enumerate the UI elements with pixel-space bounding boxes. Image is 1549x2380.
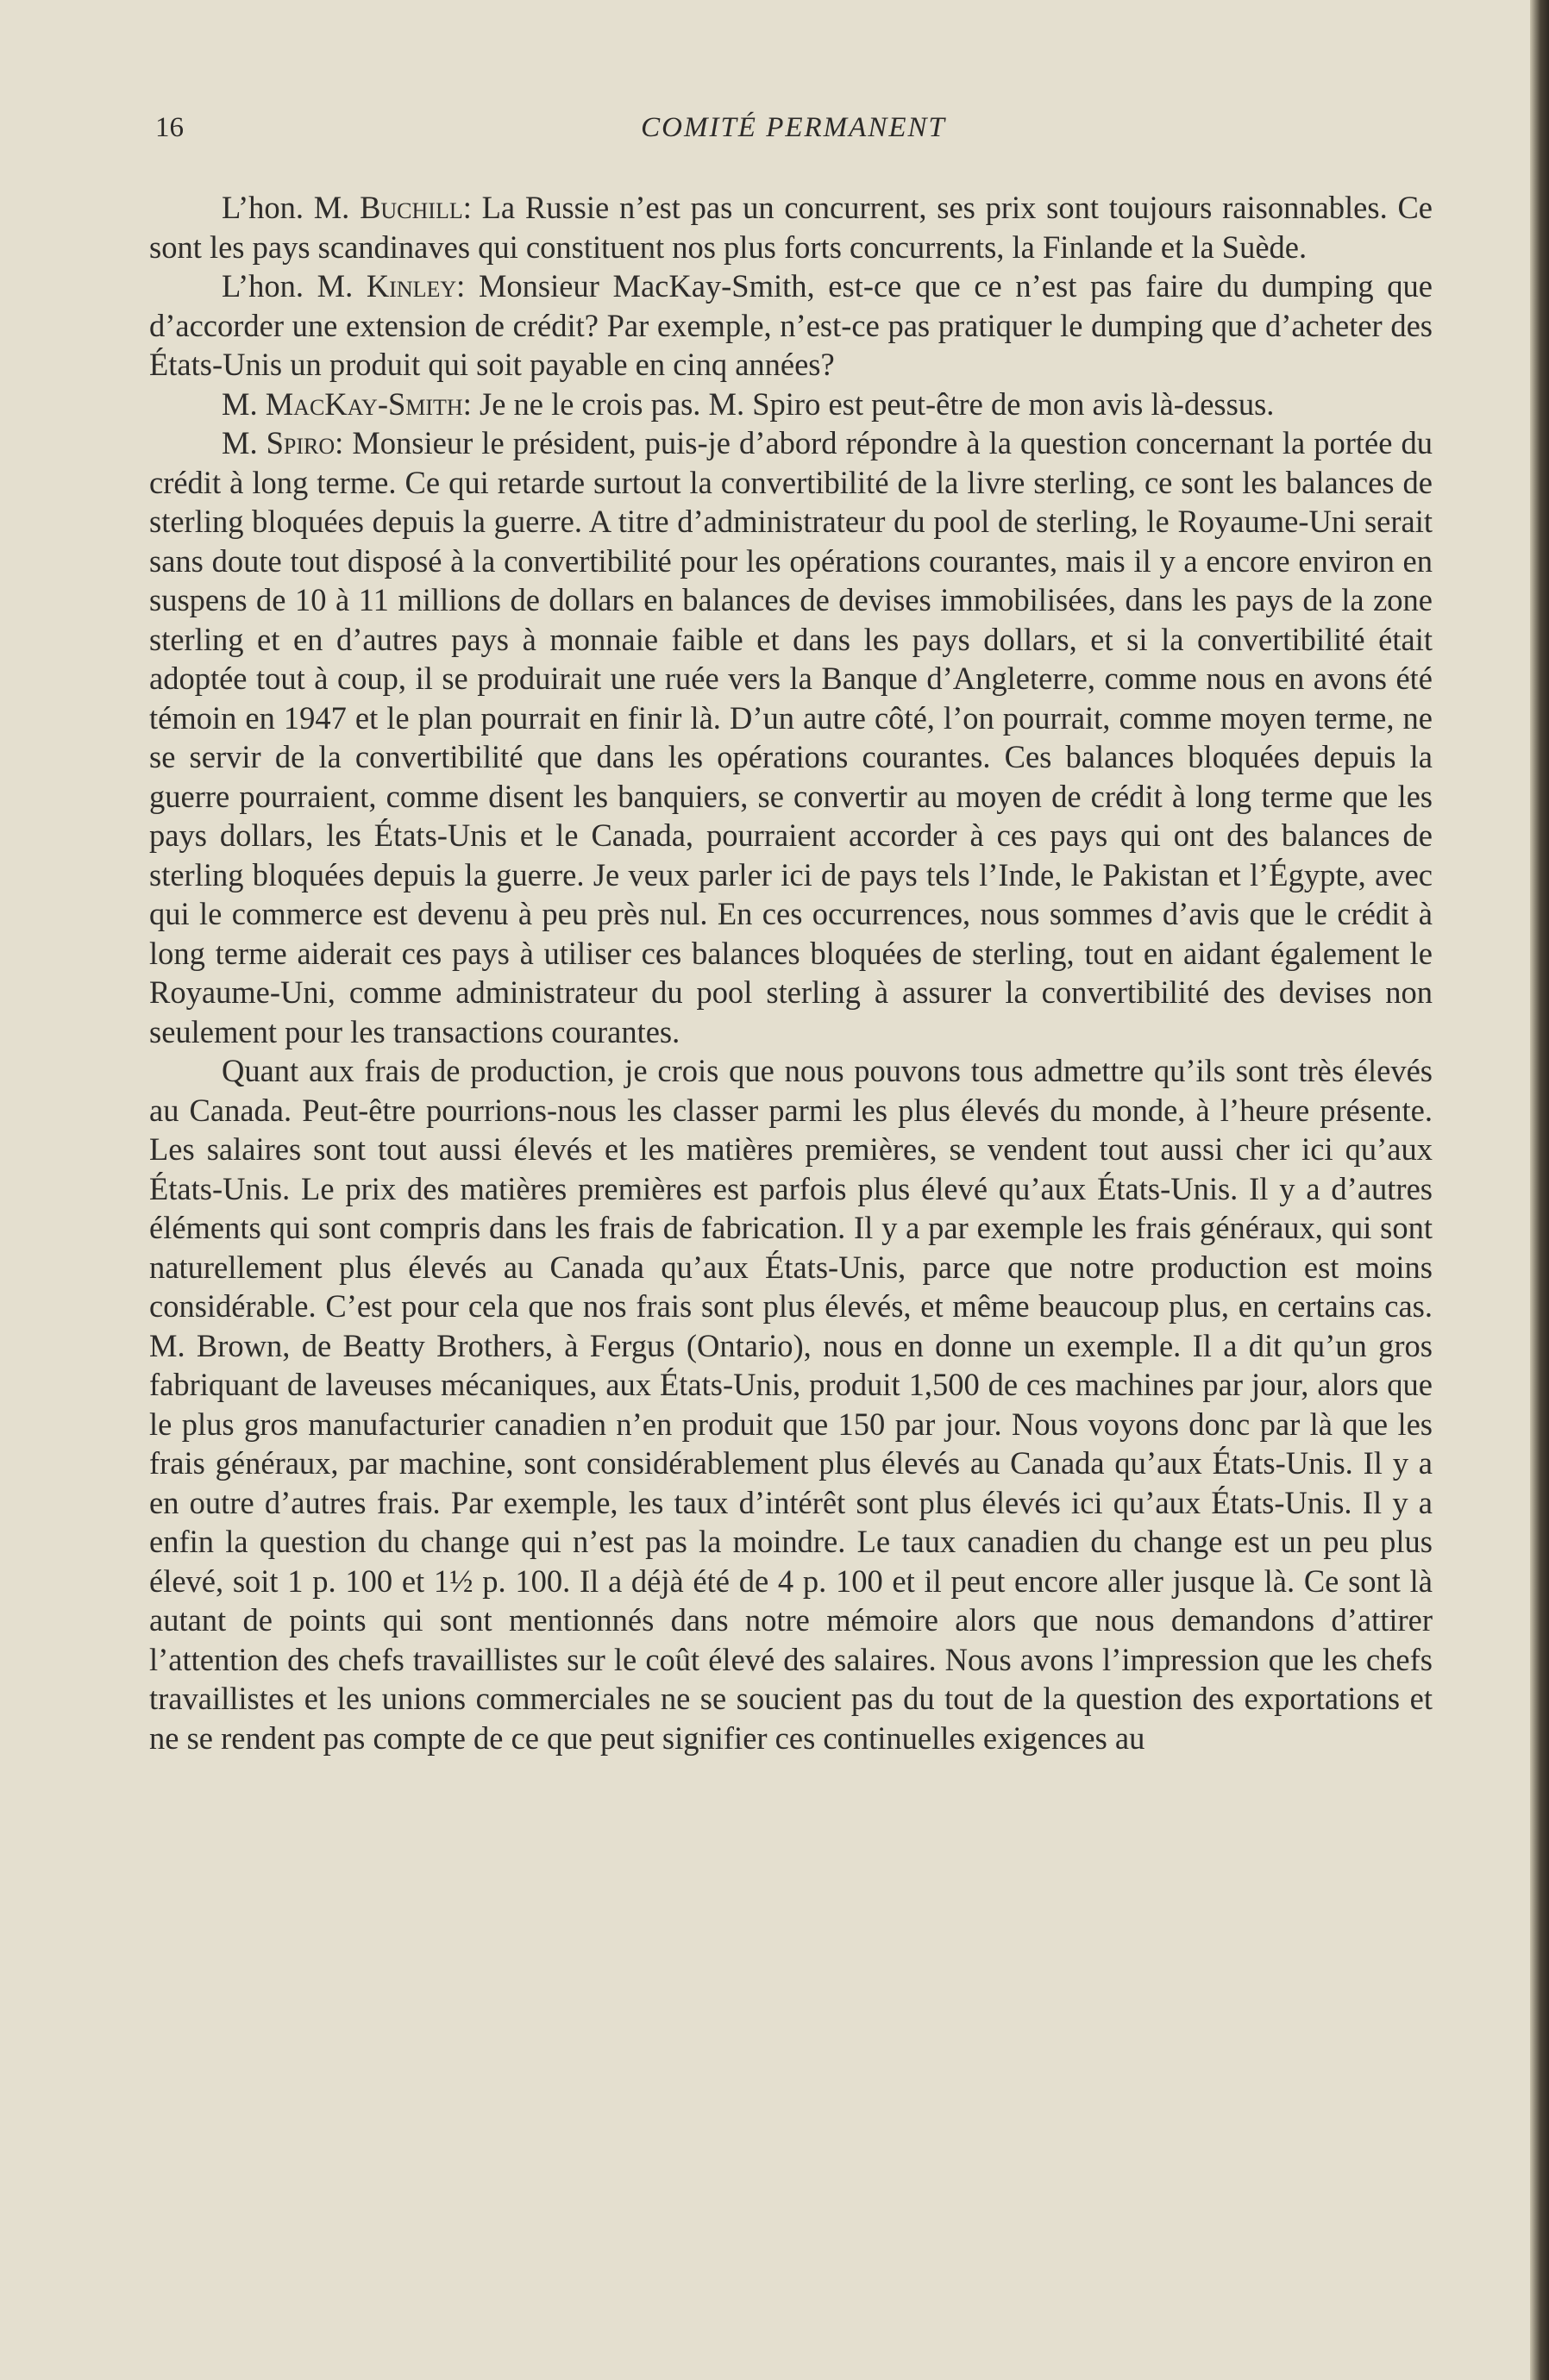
speaker-prefix: L’hon. M. <box>222 190 361 225</box>
running-header <box>155 112 1432 155</box>
paragraph-text: : La Russie n’est pas un concurrent, ses prix sont toujours raisonnables. Ce sont les pays scandinaves qui constituent nos plus forts concurrents, la Finlande et la Suède. <box>149 190 1433 265</box>
paragraph <box>149 188 1433 266</box>
speaker-name: Spiro <box>266 425 336 460</box>
body-text <box>149 188 1433 1757</box>
speaker-name: Kinley <box>366 268 457 304</box>
paragraph <box>149 1051 1433 1757</box>
page-edge-shadow <box>1530 0 1549 2380</box>
speaker-name: Buchill <box>360 190 463 225</box>
page-number: 16 <box>155 112 184 143</box>
paragraph <box>149 266 1433 385</box>
paragraph <box>149 423 1433 1051</box>
paragraph <box>149 385 1433 424</box>
paragraph-text: : Je ne le crois pas. M. Spiro est peut-être de mon avis là-dessus. <box>462 385 1275 422</box>
speaker-prefix: M. <box>222 425 267 460</box>
paragraph-text: Quant aux frais de production, je crois que nous pouvons tous admettre qu’ils sont très élevés au Canada. Peut-être pourrions-nous les classer parmi les plus élevés du monde, à l’heure présente. Les salaires sont tout aussi élevés et les matières premières, se vendent tout aussi cher ici qu’aux États-Unis. Le prix des matières premières est parfois plus élevé qu’aux États-Unis. Il y a d’autres éléments qui sont compris dans les frais de fabrication. Il y a par exemple les frais généraux, qui sont naturellement plus élevés au Canada qu’aux États-Unis, parce que notre production est moins considérable. C’est pour cela que nos frais sont plus élevés, et même beaucoup plus, en certains cas. M. Brown, de Beatty Brothers, à Fergus (Ontario), nous en donne un exemple. Il a dit qu’un gros fabriquant de laveuses mécaniques, aux États-Unis, produit 1,500 de ces machines par jour, alors que le plus gros manufacturier canadien n’en produit que 150 par jour. Nous voyons donc par là que les frais généraux, par machine, sont considérablement plus élevés au Canada qu’aux États-Unis. Il y a en outre d’autres frais. Par exemple, les taux d’intérêt sont plus élevés ici qu’aux États-Unis. Il y a enfin la question du change qui n’est pas la moindre. Le taux canadien du change est un peu plus élevé, soit 1 p. 100 et 1½ p. 100. Il a déjà été de 4 p. 100 et il peut encore aller jusque là. Ce sont là autant de points qui sont mentionnés dans notre mémoire alors que nous demandons d’attirer l’attention des chefs travaillistes sur le coût élevé des salaires. Nous avons l’impression que les chefs travaillistes et les unions commerciales ne se soucient pas du tout de la question des exportations et ne se rendent pas compte de ce que peut signifier ces continuelles exigences au <box>149 1053 1433 1756</box>
speaker-prefix: M. <box>222 385 266 422</box>
speaker-name: MacKay-Smith <box>265 385 463 422</box>
paragraph-text: : Monsieur le président, puis-je d’abord répondre à la question concernant la portée du crédit à long terme. Ce qui retarde surtout la convertibilité de la livre sterling, ce sont les balances de sterling bloquées depuis la guerre. A titre d’administrateur du pool de sterling, le Royaume-Uni serait sans doute tout disposé à la convertibilité pour les opérations courantes, mais il y a encore environ en suspens de 10 à 11 millions de dollars en balances de devises immobilisées, dans les pays de la zone sterling et en d’autres pays à monnaie faible et dans les pays dollars, et si la convertibilité était adoptée tout à coup, il se produirait une ruée vers la Banque d’Angleterre, comme nous en avons été témoin en 1947 et le plan pourrait en finir là. D’un autre côté, l’on pourrait, comme moyen terme, ne se servir de la convertibilité que dans les opérations courantes. Ces balances bloquées depuis la guerre pourraient, comme disent les banquiers, se convertir au moyen de crédit à long terme que les pays dollars, les États-Unis et le Canada, pourraient accorder à ces pays qui ont des balances de sterling bloquées depuis la guerre. Je veux parler ici de pays tels l’Inde, le Pakistan et l’Égypte, avec qui le commerce est devenu à peu près nul. En ces occurrences, nous sommes d’avis que le crédit à long terme aiderait ces pays à utiliser ces balances bloquées de sterling, tout en aidant également le Royaume-Uni, comme administrateur du pool sterling à assurer la convertibilité des devises non seulement pour les transactions courantes. <box>149 425 1433 1049</box>
paragraph-text: : Monsieur MacKay-Smith, est-ce que ce n’est pas faire du dumping que d’accorder une extension de crédit? Par exemple, n’est-ce pas pratiquer le dumping que d’acheter des États-Unis un produit qui soit payable en cinq années? <box>149 268 1433 382</box>
speaker-prefix: L’hon. M. <box>222 268 367 304</box>
header-title: COMITÉ PERMANENT <box>641 112 946 143</box>
